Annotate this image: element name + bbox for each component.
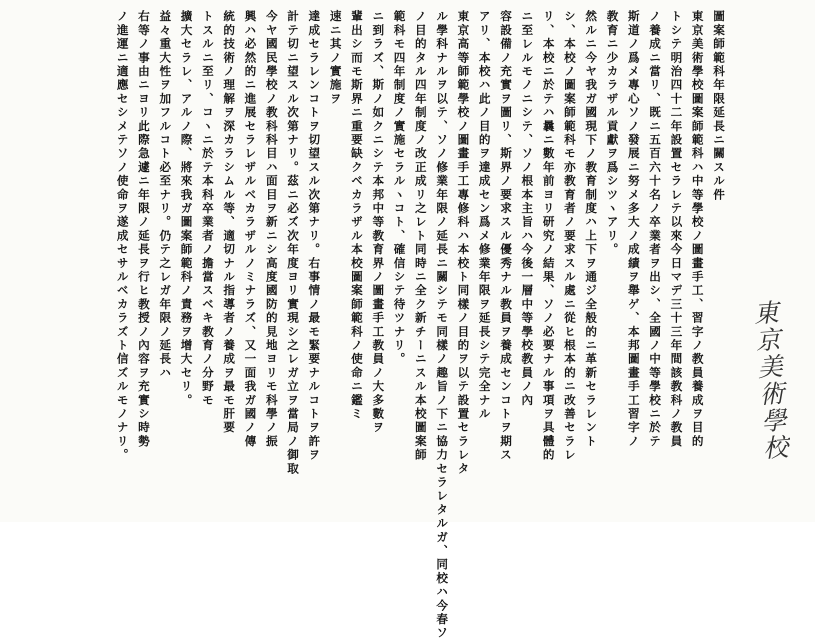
- document-text-line: アリ、本校ハ此ノ目的ヲ達成セン爲メ修業年限ヲ延長シテ完全ナル: [477, 10, 492, 421]
- document-text-line: ニ至レルモノニシテ、ソノ根本主旨ハ今後一層中等學校教員ノ內: [520, 10, 535, 408]
- document-text-line: 右等ノ事由ニヨリ此際急遽ニ年限ノ延長ヲ行ヒ教授ノ內容ヲ充實シ時勢: [136, 10, 151, 449]
- document-text-line: 容設備ノ充實ヲ圖リ、斯界ノ要求スル優秀ナル教員ヲ養成センコトヲ期ス: [499, 10, 514, 463]
- document-text-line: 達成セラレンコトヲ切望スル次第ナリ。右事情ノ最モ緊要ナルコトヲ許ヲ: [307, 10, 322, 463]
- document-text-line: 益々重大性ヲ加フルコト必至ナリ。仍テ之レガ年限ノ延長ハ: [158, 10, 173, 380]
- document-text-line: 速ニ其ノ實施ヲ: [328, 10, 343, 106]
- document-title-line: 圖案師範科年限延長ニ關スル件: [712, 10, 726, 202]
- document-text-line: シ、本校ノ圖案師範科モ亦教育者ノ要求スル處ニ從ヒ根本的ニ改善セラレ: [562, 10, 577, 463]
- document-text-line: ノ目的タル四年制度ノ改正成リ之レト同時ニ全ク新チーニスル本校圖案師: [413, 10, 428, 463]
- document-text-line: 輩出シ而モ斯界ニ重要缺クベカラザル本校圖案師範科ノ使命ニ鑑ミ: [349, 10, 364, 421]
- document-text-line: 興ハ必然的ニ進展セラレザルベカラザルノミナラズ、又一面我ガ國ノ傳: [243, 10, 258, 449]
- document-text-line: 斯道ノ爲メ專心ソノ發展ニ努メ多大ノ成績ヲ舉ゲ、本邦圖畫手工習字ノ: [626, 10, 641, 449]
- document-text-line: 教育ニ少カラザル貢獻ヲ爲シツヽアリ。: [605, 10, 620, 257]
- document-text-line: ノ進運ニ適應セシメテソノ使命ヲ遂成セサルベカラズト信ズルモノナリ。: [115, 10, 130, 463]
- handwritten-signature: 東京美術學校: [749, 298, 790, 463]
- document-text-line: 東京美術學校圖案師範科ハ中等學校ノ圖畫手工、習字ノ教員養成ヲ目的: [690, 10, 705, 449]
- document-text-line: 範科モ四年制度ノ實施セラルヽコト、確信シテ待ツナリ。: [392, 10, 407, 367]
- document-text-block: [39, 10, 729, 640]
- document-text-line: 然ルニ今ヤ我ガ國現下ノ教育制度ハ上下ヲ通ジ全般的ニ革新セラレント: [584, 10, 599, 449]
- document-text-line: 計テ切ニ望スル次第ナリ。茲ニ必ズ次年度ヨリ實現シ之レガ立ヲ當局ノ御取: [286, 10, 301, 476]
- document-text-line: 統的技術ノ理解ヲ深カラシムル等、適切ナル指導者ノ養成ヲ最モ肝要: [222, 10, 237, 435]
- document-text-line: 擴大セラレ、アルノ際、將來我ガ圖案師範科ノ責務ヲ增大セリ。: [179, 10, 194, 408]
- document-text-line: 東京高等師範學校ノ圖畫手工專修科ハ本校ト同樣ノ目的ヲ以テ設置セラレタ: [456, 10, 471, 476]
- document-text-line: トシテ明治四十二年設置セラレテ以來今日マデ三十三年間該教科ノ教員: [669, 10, 684, 449]
- document-text-line: ル學科ナルヲ以テ、ソノ修業年限ノ延長ニ關シテモ同樣ノ趣旨ノ下ニ協力セラレタルガ、同校ハ今春ソ: [435, 10, 450, 640]
- document-text-line: トスルニ至リ、コヽニ於テ本科卒業者ノ擔當スベキ教育ノ分野モ: [200, 10, 215, 408]
- document-text-line: ノ養成ニ當リ、既ニ五百六十名ノ卒業者ヲ出シ、全國ノ中等學校ニ於テ: [648, 10, 663, 449]
- document-text-line: 今ヤ國民學校ノ教科科目ハ面目ヲ新ニシ高度國防的見地ヨリモ科學ノ振: [264, 10, 279, 449]
- document-text-line: リ、本校ニ於テハ曩ニ數年前ヨリ研究ノ結果、ソノ必要ナル事項ヲ具體的: [541, 10, 556, 463]
- document-text-line: ニ到ラズ、斯ノ如クニシテ本邦中等教育界ノ圖畫手工教員ノ大多數ヲ: [371, 10, 386, 435]
